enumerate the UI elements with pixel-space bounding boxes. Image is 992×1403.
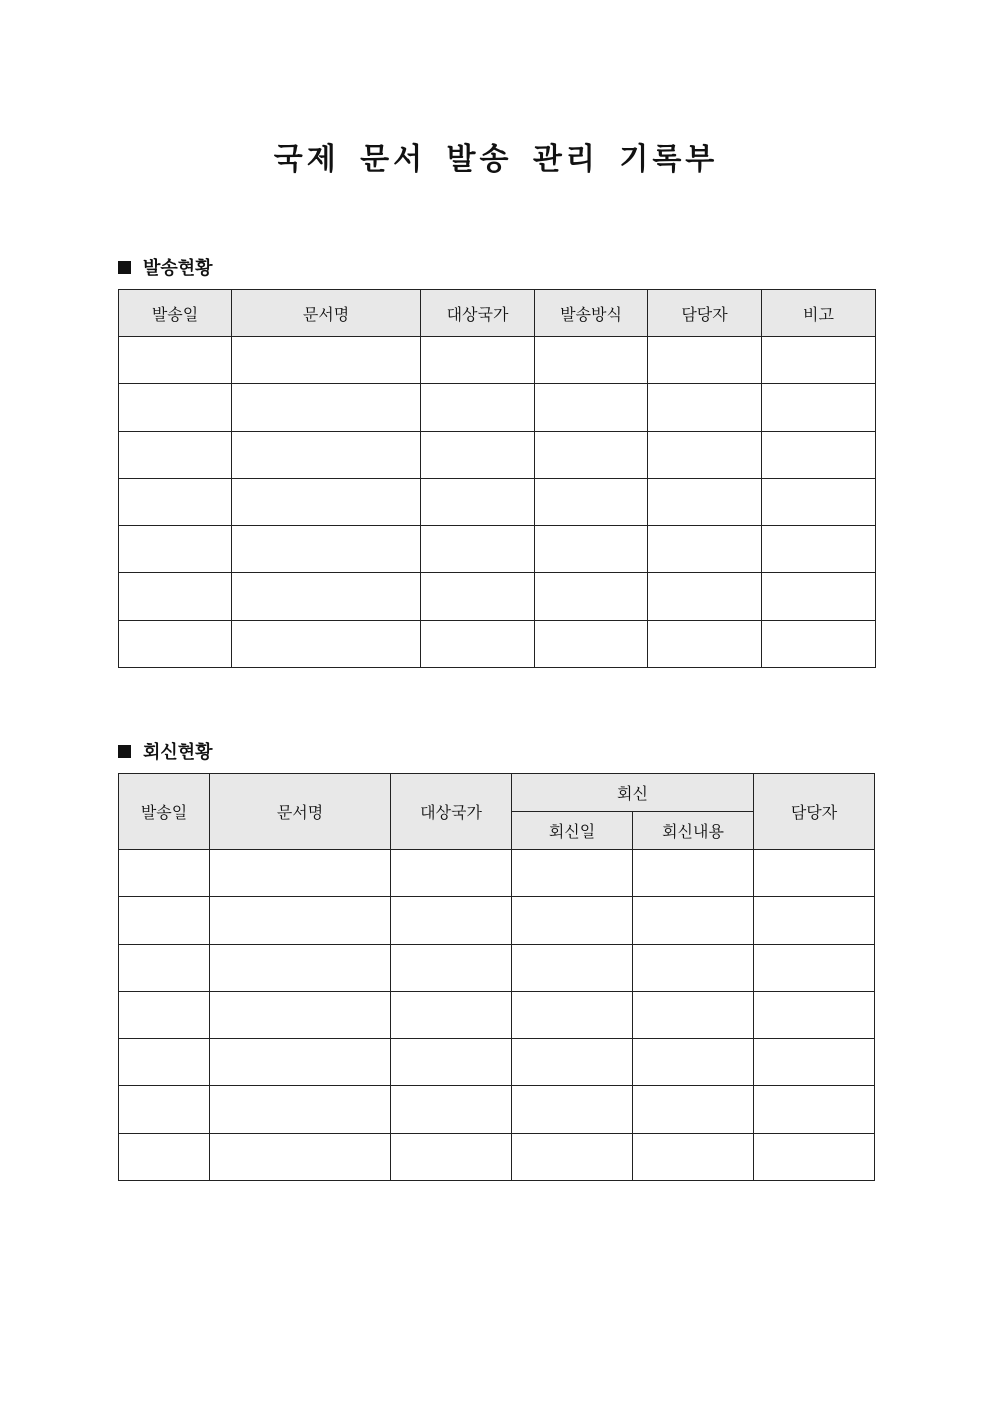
table-cell[interactable] [762,526,876,573]
table-cell[interactable] [210,944,391,991]
table-cell[interactable] [633,1086,754,1133]
table-cell[interactable] [119,897,210,944]
table-cell[interactable] [119,620,232,667]
header-country: 대상국가 [391,774,512,850]
table-cell[interactable] [648,431,762,478]
table-cell[interactable] [762,431,876,478]
header-doc-name: 문서명 [210,774,391,850]
table-cell[interactable] [391,1086,512,1133]
header-send-date: 발송일 [119,290,232,337]
table-cell[interactable] [762,478,876,525]
section-heading-text: 발송현황 [143,258,213,279]
table-cell[interactable] [119,1039,210,1086]
table-cell[interactable] [232,526,421,573]
table-cell[interactable] [232,573,421,620]
reply-table [118,773,875,1181]
table-cell[interactable] [210,897,391,944]
table-cell[interactable] [512,991,633,1038]
table-row [119,478,876,525]
table-cell[interactable] [633,1039,754,1086]
table-row [119,384,876,431]
table-cell[interactable] [391,897,512,944]
table-cell[interactable] [421,573,535,620]
table-cell[interactable] [762,337,876,384]
document-title: 국제 문서 발송 관리 기록부 [273,142,719,177]
table-row [119,573,876,620]
table-cell[interactable] [762,573,876,620]
table-cell[interactable] [210,850,391,897]
table-cell[interactable] [633,1133,754,1180]
square-bullet-icon [118,261,131,274]
table-cell[interactable] [232,337,421,384]
section-heading-reply [118,738,213,764]
table-cell[interactable] [633,897,754,944]
header-method: 발송방식 [535,290,648,337]
header-reply-content: 회신내용 [633,812,754,850]
table-cell[interactable] [119,431,232,478]
table-cell[interactable] [232,431,421,478]
table-cell[interactable] [648,620,762,667]
table-row [119,850,875,897]
table-row [119,1086,875,1133]
table-row [119,337,876,384]
table-cell[interactable] [119,1133,210,1180]
table-cell[interactable] [754,1039,875,1086]
table-cell[interactable] [648,478,762,525]
square-bullet-icon [118,745,131,758]
header-reply-date: 회신일 [512,812,633,850]
table-cell[interactable] [633,944,754,991]
table-cell[interactable] [512,944,633,991]
table-cell[interactable] [210,1039,391,1086]
table-cell[interactable] [762,384,876,431]
table-row [119,1039,875,1086]
header-manager: 담당자 [754,774,875,850]
table-cell[interactable] [391,850,512,897]
header-remarks: 비고 [762,290,876,337]
table-header-row [119,774,875,812]
header-reply-group: 회신 [512,774,754,812]
table-cell[interactable] [535,526,648,573]
table-cell[interactable] [633,850,754,897]
table-cell[interactable] [119,478,232,525]
table-cell[interactable] [391,1039,512,1086]
dispatch-table [118,289,876,668]
header-country: 대상국가 [421,290,535,337]
table-cell[interactable] [754,1133,875,1180]
table-cell[interactable] [535,384,648,431]
table-cell[interactable] [119,526,232,573]
table-cell[interactable] [232,384,421,431]
table-cell[interactable] [754,897,875,944]
table-cell[interactable] [754,991,875,1038]
table-cell[interactable] [535,620,648,667]
table-header-row [119,290,876,337]
table-cell[interactable] [119,850,210,897]
table-cell[interactable] [512,897,633,944]
table-row [119,526,876,573]
header-doc-name: 문서명 [232,290,421,337]
table-cell[interactable] [648,384,762,431]
table-cell[interactable] [512,1133,633,1180]
section-heading-text: 회신현황 [143,742,213,763]
table-cell[interactable] [648,337,762,384]
table-row [119,431,876,478]
table-row [119,944,875,991]
table-cell[interactable] [119,384,232,431]
table-cell[interactable] [119,337,232,384]
table-cell[interactable] [210,1133,391,1180]
table-cell[interactable] [421,337,535,384]
table-cell[interactable] [512,1086,633,1133]
table-cell[interactable] [512,1039,633,1086]
table-cell[interactable] [119,1086,210,1133]
table-cell[interactable] [391,944,512,991]
table-row [119,991,875,1038]
table-cell[interactable] [232,620,421,667]
table-cell[interactable] [391,991,512,1038]
table-cell[interactable] [648,573,762,620]
table-row [119,620,876,667]
section-heading-dispatch [118,254,213,280]
table-cell[interactable] [421,526,535,573]
table-cell[interactable] [754,850,875,897]
table-cell[interactable] [754,944,875,991]
table-cell[interactable] [421,478,535,525]
table-cell[interactable] [421,431,535,478]
table-cell[interactable] [535,478,648,525]
table-cell[interactable] [754,1086,875,1133]
table-cell[interactable] [421,384,535,431]
table-cell[interactable] [535,431,648,478]
table-cell[interactable] [210,1086,391,1133]
table-row [119,897,875,944]
table-cell[interactable] [391,1133,512,1180]
table-cell[interactable] [648,526,762,573]
table-cell[interactable] [421,620,535,667]
header-send-date: 발송일 [119,774,210,850]
header-manager: 담당자 [648,290,762,337]
table-cell[interactable] [535,573,648,620]
table-cell[interactable] [119,573,232,620]
table-cell[interactable] [210,991,391,1038]
table-row [119,1133,875,1180]
table-cell[interactable] [119,991,210,1038]
table-cell[interactable] [762,620,876,667]
table-cell[interactable] [512,850,633,897]
table-cell[interactable] [232,478,421,525]
table-cell[interactable] [535,337,648,384]
table-cell[interactable] [119,944,210,991]
table-cell[interactable] [633,991,754,1038]
